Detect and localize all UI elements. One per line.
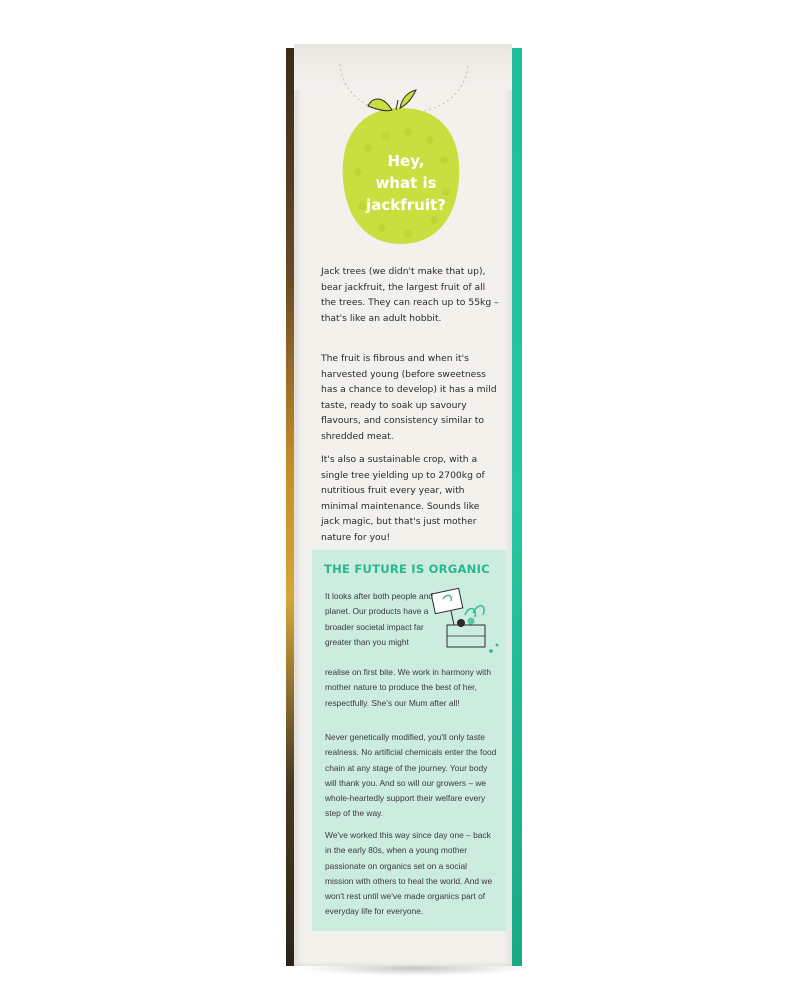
jackfruit-headline bbox=[354, 150, 458, 216]
jackfruit-paragraph-1: Jack trees (we didn't make that up), bear jackfruit, the largest fruit of all the trees. They can reach up to 55kg – that's like an adult hobbit. bbox=[321, 266, 499, 324]
jackfruit-paragraph-3: It's also a sustainable crop, with a single tree yielding up to 2700kg of nutritious fruit every year, with minimal maintenance. Sounds like jack magic, but that's just mother nature for you! bbox=[321, 454, 485, 543]
jackfruit-paragraph-2: The fruit is fibrous and when it's harvested young (before sweetness has a chance to develop) it has a mild taste, ready to soak up savoury flavours, and consistency similar to shredded meat. bbox=[321, 353, 497, 442]
headline-line-3: jackfruit? bbox=[366, 196, 446, 214]
organic-paragraph-2: Never genetically modified, you'll only taste realness. No artificial chemicals enter the food chain at any stage of the journey. Your body will thank you. And so will our growers – we whole-heartedly support their welfare every step of the way. bbox=[325, 732, 497, 819]
veg-crate-icon bbox=[425, 585, 503, 665]
organic-title: THE FUTURE IS ORGANIC bbox=[324, 562, 490, 576]
organic-paragraph-3: We've worked this way since day one – back in the early 80s, when a young mother passionate on organics set on a social mission with others to heal the world. And we won't rest until we've made organics part of everyday life for everyone. bbox=[325, 830, 493, 917]
organic-paragraph-1a: It looks after both people and planet. Our products have a broader societal impact far greater than you might bbox=[325, 591, 434, 647]
headline-line-2: what is bbox=[375, 174, 437, 192]
organic-paragraph-1b: realise on first bite. We work in harmony with mother nature to produce the best of her, respectfully. She's our Mum after all! bbox=[325, 667, 492, 708]
headline-line-1: Hey, bbox=[387, 152, 425, 170]
leaf-icon bbox=[368, 99, 392, 111]
